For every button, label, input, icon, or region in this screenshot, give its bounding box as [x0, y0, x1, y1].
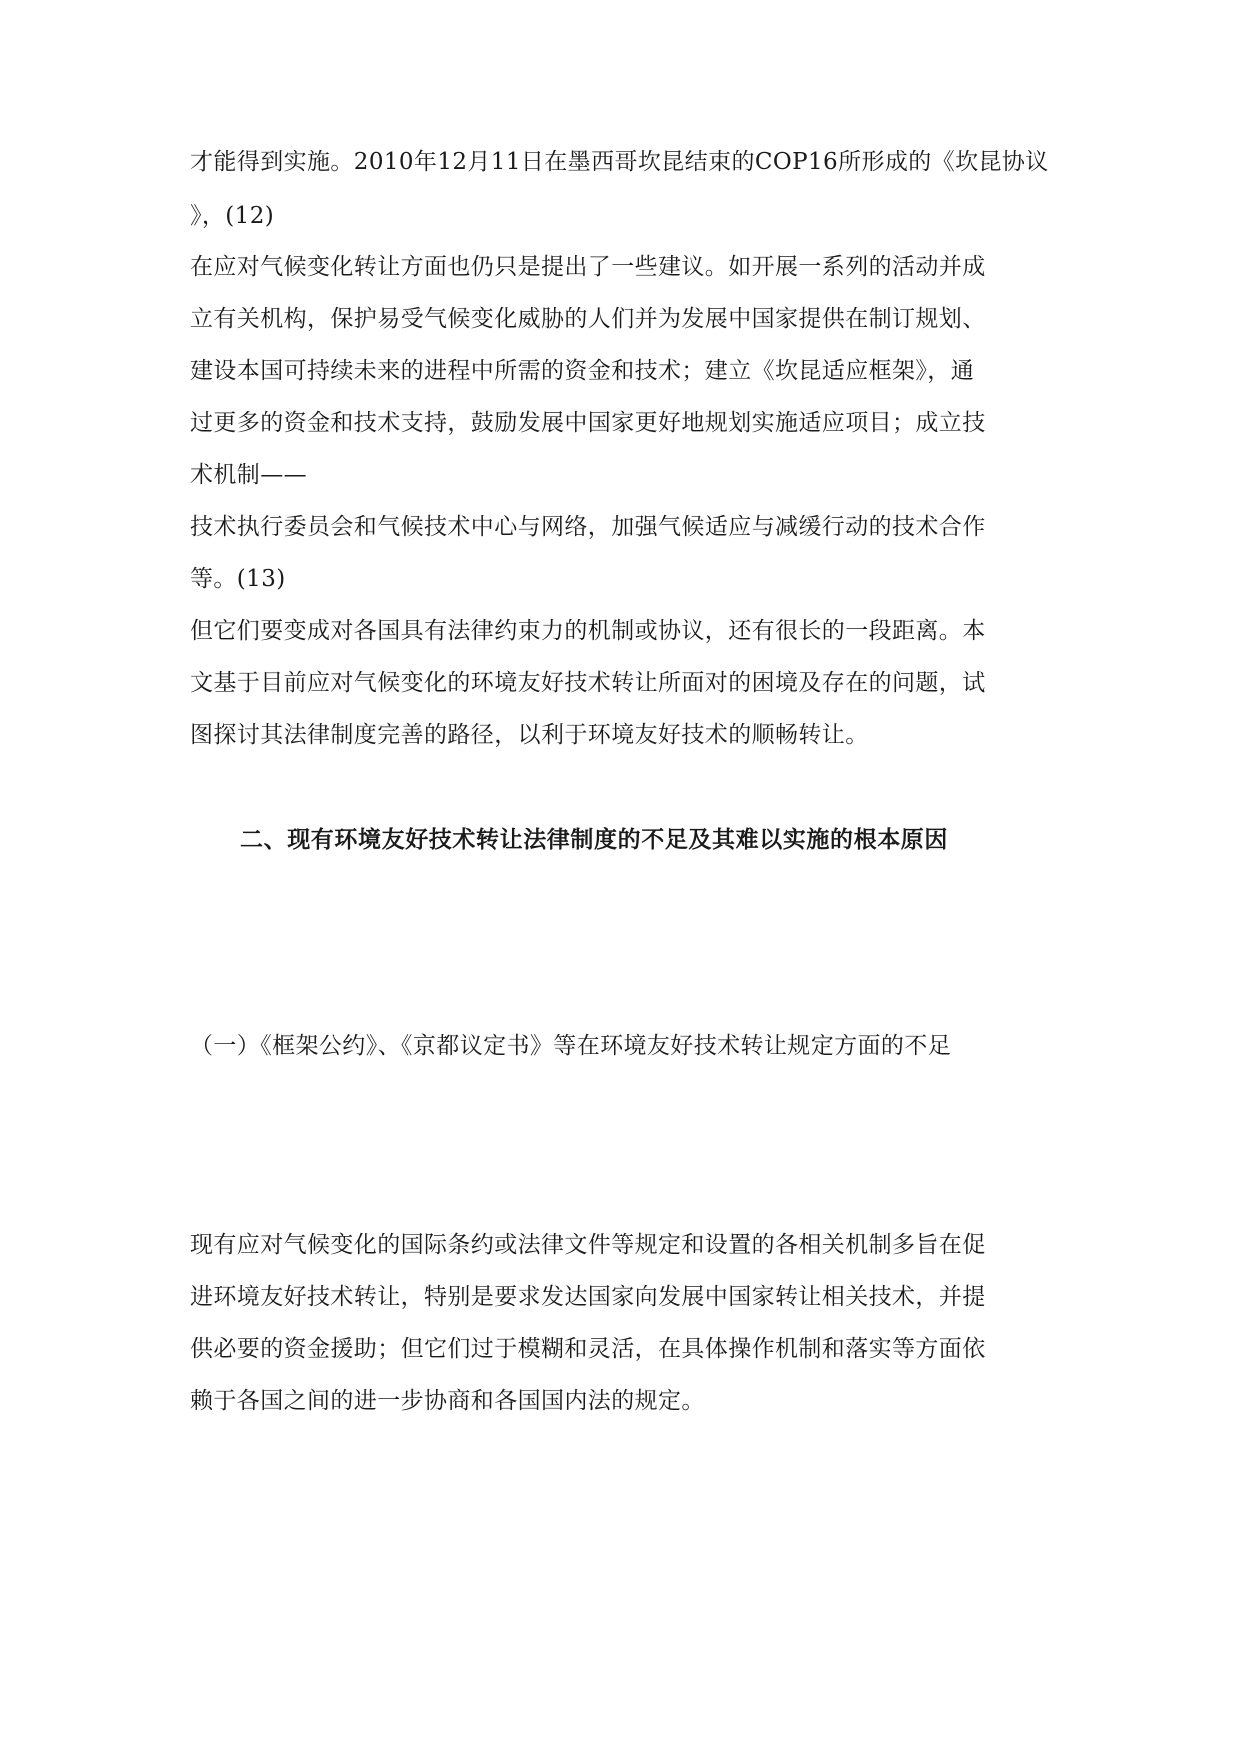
- text-line: 建设本国可持续未来的进程中所需的资金和技术；建立《坎昆适应框架》，通: [190, 358, 975, 384]
- text-line: 进环境友好技术转让，特别是要求发达国家向发展中国家转让相关技术，并提: [190, 1284, 986, 1310]
- text-line: 现有应对气候变化的国际条约或法律文件等规定和设置的各相关机制多旨在促: [190, 1232, 986, 1258]
- section-heading: 二、现有环境友好技术转让法律制度的不足及其难以实施的根本原因: [240, 827, 948, 853]
- text-line: 在应对气候变化转让方面也仍只是提出了一些建议。如开展一系列的活动并成: [190, 254, 986, 280]
- text-line: 立有关机构，保护易受气候变化威胁的人们并为发展中国家提供在制订规划、: [190, 306, 986, 332]
- text-line: 图探讨其法律制度完善的路径，以利于环境友好技术的顺畅转让。: [190, 722, 869, 748]
- text-line: 才能得到实施。2010年12月11日在墨西哥坎昆结束的COP16所形成的《坎昆协议: [190, 149, 1049, 175]
- text-line: 供必要的资金援助；但它们过于模糊和灵活，在具体操作机制和落实等方面依: [190, 1336, 986, 1362]
- text-line: 赖于各国之间的进一步协商和各国国内法的规定。: [190, 1388, 705, 1414]
- text-line: 过更多的资金和技术支持，鼓励发展中国家更好地规划实施适应项目；成立技: [190, 410, 986, 436]
- text-line: 》，(12): [190, 203, 275, 229]
- text-line: 技术执行委员会和气候技术中心与网络，加强气候适应与减缓行动的技术合作: [190, 514, 986, 540]
- text-line: 文基于目前应对气候变化的环境友好技术转让所面对的困境及存在的问题，试: [190, 670, 986, 696]
- text-line: 等。(13): [190, 566, 286, 592]
- subsection-heading: （一）《框架公约》、《京都议定书》等在环境友好技术转让规定方面的不足: [190, 1033, 952, 1059]
- text-line: 术机制——: [190, 462, 307, 488]
- text-line: 但它们要变成对各国具有法律约束力的机制或协议，还有很长的一段距离。本: [190, 618, 986, 644]
